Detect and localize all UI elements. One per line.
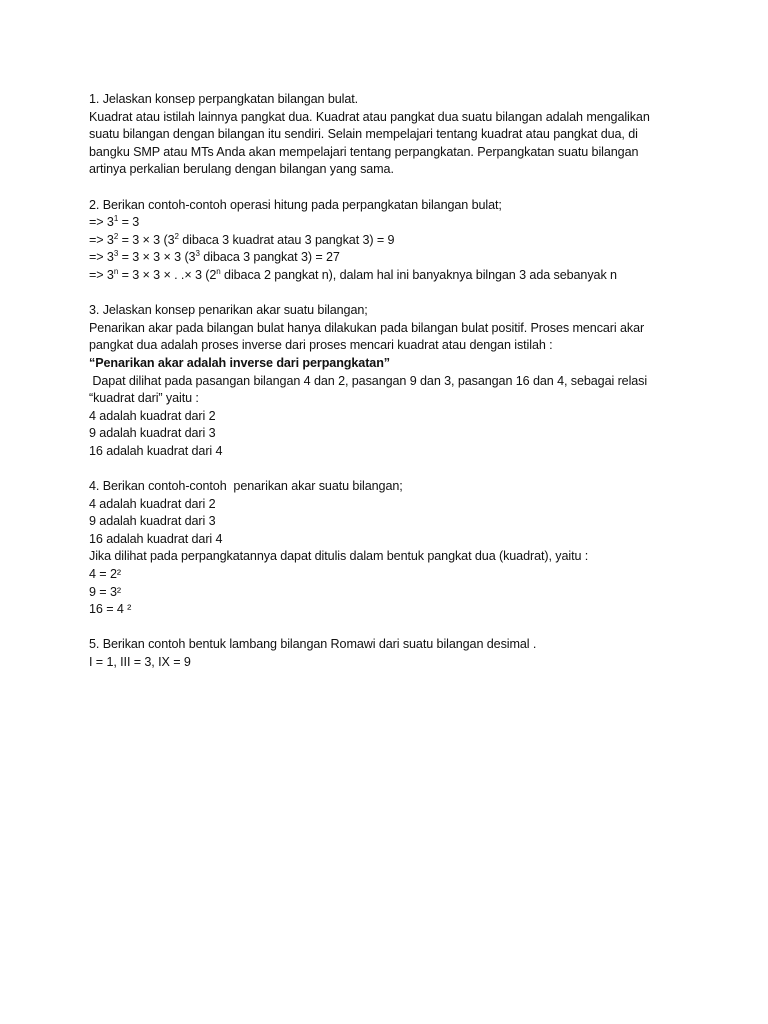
example-text: => 3 [89,267,114,282]
question-1: 1. Jelaskan konsep perpangkatan bilangan bulat. [89,92,359,106]
example-text: = 3 [118,215,140,230]
example-text: dibaca 2 pangkat n), dalam hal ini banyaknya bilngan 3 ada sebanyak n [220,267,617,282]
example-text: => 3 [89,232,114,247]
question-2: 2. Berikan contoh-contoh operasi hitung pada perpangkatan bilangan bulat; [89,197,502,212]
answer-3-line: 9 adalah kuadrat dari 3 [89,426,216,441]
answer-1-line: artinya perkalian berulang dengan bilangan yang sama. [89,162,394,177]
exponent: 3 [113,249,119,259]
example-text: dibaca 3 kuadrat atau 3 pangkat 3) = 9 [178,232,395,247]
paragraph-gap [89,179,689,197]
exponent: n [216,266,221,276]
exponent: 1 [113,214,119,224]
example-text: dibaca 3 pangkat 3) = 27 [199,250,340,265]
answer-1-line: suatu bilangan dengan bilangan itu sendiri. Selain mempelajari tentang kuadrat atau pangkat dua, di [89,127,638,142]
answer-4-line: 16 adalah kuadrat dari 4 [89,531,223,546]
exponent: 2 [113,231,119,241]
answer-3-line: 16 adalah kuadrat dari 4 [89,443,223,458]
example-text: = 3 × 3 × . .× 3 (2 [118,267,217,282]
answer-3-line: “kuadrat dari” yaitu : [89,391,199,406]
answer-3-line: Dapat dilihat pada pasangan bilangan 4 dan 2, pasangan 9 dan 3, pasangan 16 dan 4, sebagai relasi [89,373,648,388]
paragraph-gap [89,619,689,637]
example-text: => 3 [89,215,114,230]
example-text: = 3 × 3 (3 [118,232,175,247]
example-text: => 3 [89,250,114,265]
answer-3-quote: “Penarikan akar adalah inverse dari perpangkatan” [89,355,390,370]
answer-4-line: 4 adalah kuadrat dari 2 [89,496,216,511]
example-line [89,232,689,250]
answer-3-line: Penarikan akar pada bilangan bulat hanya dilakukan pada bilangan bulat positif. Proses mencari akar [89,320,645,335]
question-5: 5. Berikan contoh bentuk lambang bilangan Romawi dari suatu bilangan desimal . [89,637,537,652]
example-line [89,249,689,267]
question-3: 3. Jelaskan konsep penarikan akar suatu bilangan; [89,303,368,318]
answer-4-line: 4 = 2² [89,567,121,582]
exponent: 3 [195,249,200,259]
document-body [89,91,689,672]
answer-3-line: 4 adalah kuadrat dari 2 [89,408,216,423]
exponent: n [113,266,119,276]
paragraph-gap [89,460,689,478]
answer-4-line: 16 = 4 ² [89,602,132,617]
example-text: = 3 × 3 × 3 (3 [118,250,196,265]
answer-3-line: pangkat dua adalah proses inverse dari proses mencari kuadrat atau dengan istilah : [89,338,553,353]
answer-1-line: bangku SMP atau MTs Anda akan mempelajari tentang perpangkatan. Perpangkatan suatu bilangan [89,144,639,159]
answer-1-line: Kuadrat atau istilah lainnya pangkat dua. Kuadrat atau pangkat dua suatu bilangan adalah mengalikan [89,109,650,124]
example-line [89,214,689,232]
answer-4-line: 9 = 3² [89,584,121,599]
exponent: 2 [174,231,179,241]
question-4: 4. Berikan contoh-contoh penarikan akar suatu bilangan; [89,479,403,494]
answer-4-line: Jika dilihat pada perpangkatannya dapat ditulis dalam bentuk pangkat dua (kuadrat), yaitu : [89,549,589,564]
answer-5-line: I = 1, III = 3, IX = 9 [89,655,191,669]
example-line [89,267,689,285]
answer-4-line: 9 adalah kuadrat dari 3 [89,514,216,529]
paragraph-gap [89,285,689,303]
